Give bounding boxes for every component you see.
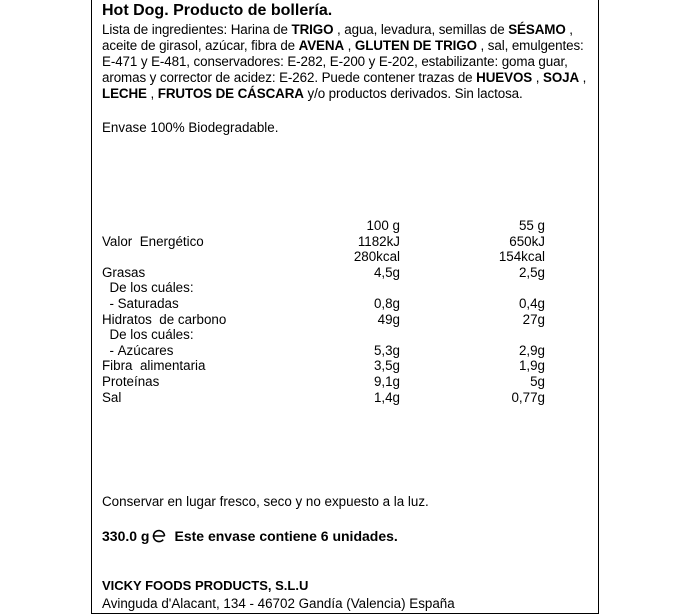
value-per-100g: 1,4g <box>373 389 400 405</box>
nutrition-table <box>92 218 600 405</box>
units-count-text: Este envase contiene 6 unidades. <box>174 528 398 544</box>
nutrition-row <box>92 296 600 312</box>
allergen-text: LECHE <box>102 86 147 101</box>
allergen-text: FRUTOS DE CÁSCARA <box>157 86 304 101</box>
value-per-100g: 5,3g <box>373 342 400 358</box>
nutrition-row <box>92 218 600 234</box>
storage-instructions: Conservar en lugar fresco, seco y no expuesto a la luz. <box>102 494 429 509</box>
value-per-55g: 55 g <box>518 218 545 233</box>
allergen-text: TRIGO <box>291 22 334 37</box>
product-title: Hot Dog. Producto de bollería. <box>102 2 333 19</box>
allergen-text: AVENA <box>298 38 345 53</box>
nutrient-name: Proteínas <box>102 373 160 389</box>
nutrition-row <box>92 265 600 281</box>
ingredient-text: , agua, levadura, semillas de <box>333 22 509 37</box>
ingredient-text: , <box>579 70 587 85</box>
packaging-note: Envase 100% Biodegradable. <box>102 120 279 135</box>
value-per-100g: 3,5g <box>373 358 400 374</box>
nutrient-name: De los cuáles: <box>102 327 194 343</box>
nutrition-row <box>92 234 600 250</box>
allergen-text: SÉSAMO <box>508 22 566 37</box>
nutrient-name: Sal <box>102 389 122 405</box>
allergen-text: HUEVOS <box>476 70 533 85</box>
value-per-100g: 280kcal <box>353 249 400 265</box>
value-per-55g: 650kJ <box>509 233 545 249</box>
nutrient-name: - Azúcares <box>102 342 174 358</box>
value-per-100g: 100 g <box>366 218 400 233</box>
ingredient-text: Lista de ingredientes: Harina de <box>102 22 292 37</box>
ingredients-list <box>102 22 592 102</box>
estimated-sign-icon <box>152 529 166 543</box>
value-per-100g: 49g <box>377 311 400 327</box>
value-per-55g: 2,9g <box>518 342 545 358</box>
value-per-100g: 9,1g <box>373 373 400 389</box>
product-label <box>91 0 599 614</box>
value-per-55g: 27g <box>522 311 545 327</box>
allergen-text: GLUTEN DE TRIGO <box>354 38 477 53</box>
allergen-text: SOJA <box>542 70 580 85</box>
nutrient-name: - Saturadas <box>102 295 179 311</box>
net-weight: 330.0 g <box>102 528 150 544</box>
nutrient-name: Valor Energético <box>102 233 204 249</box>
ingredient-text: , aceite de girasol, azúcar, fibra de <box>102 22 573 53</box>
company-name: VICKY FOODS PRODUCTS, S.L.U <box>102 578 309 593</box>
ingredient-text: , <box>344 38 355 53</box>
nutrient-name: Fibra alimentaria <box>102 358 206 374</box>
value-per-55g: 5g <box>530 373 545 389</box>
value-per-55g: 0,4g <box>518 295 545 311</box>
nutrition-row <box>92 374 600 390</box>
nutrition-row <box>92 280 600 296</box>
nutrition-row <box>92 249 600 265</box>
ingredient-text: , <box>532 70 543 85</box>
ingredient-text: , <box>146 86 158 101</box>
nutrient-name: Hidratos de carbono <box>102 311 227 327</box>
value-per-100g: 4,5g <box>373 264 400 280</box>
value-per-55g: 1,9g <box>518 358 545 374</box>
value-per-100g: 0,8g <box>373 295 400 311</box>
nutrition-row <box>92 312 600 328</box>
nutrition-row <box>92 390 600 406</box>
ingredient-text: y/o productos derivados. Sin lactosa. <box>303 86 523 101</box>
company-address: Avinguda d'Alacant, 134 - 46702 Gandía (Valencia) España <box>102 596 455 611</box>
net-weight-line <box>102 528 398 544</box>
ingredient-text: , sal, emulgentes: E-471 y E-481, conservadores: E-282, E-200 y E-202, estabilizante: goma guar, aromas y corrector de acidez: E-262. Puede contener trazas de <box>102 38 584 85</box>
nutrition-row <box>92 343 600 359</box>
value-per-100g: 1182kJ <box>357 233 400 249</box>
nutrient-name: De los cuáles: <box>102 280 194 296</box>
value-per-55g: 0,77g <box>511 389 545 405</box>
nutrition-row <box>92 327 600 343</box>
value-per-55g: 2,5g <box>518 264 545 280</box>
nutrient-name: Grasas <box>102 264 146 280</box>
value-per-55g: 154kcal <box>498 249 545 265</box>
nutrition-row <box>92 358 600 374</box>
